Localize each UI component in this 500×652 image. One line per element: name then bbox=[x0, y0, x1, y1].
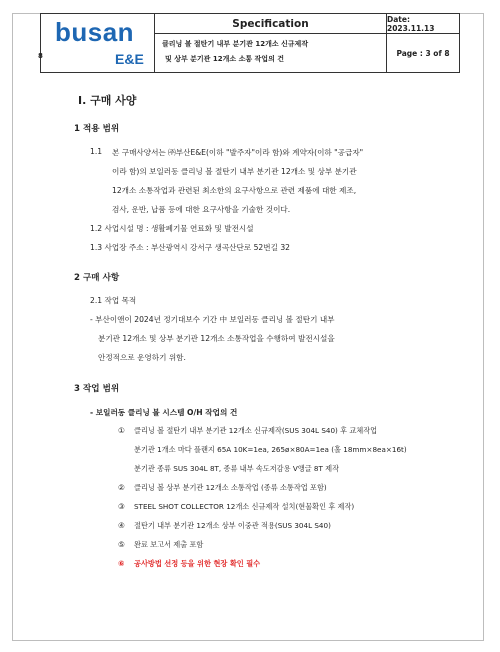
item-mark: ⑤ bbox=[118, 540, 125, 549]
item-mark: ⑥ bbox=[118, 559, 125, 568]
section-2-title: 2 구매 사항 bbox=[74, 273, 120, 283]
purpose-line: 안정적으로 운영하기 위함. bbox=[98, 353, 186, 362]
purpose-line: - 부산이앤이 2024년 정기대보수 기간 中 보일러동 클리닝 볼 절탄기 내부 bbox=[90, 315, 335, 324]
item-text: 분기관 1개소 마다 플랜지 65A 10K=1ea, 265ø×80A=1ea (홀 18mm×8ea×16t) bbox=[134, 445, 407, 454]
company-logo: busan bbox=[55, 17, 135, 47]
item-text: 분기관 종류 SUS 304L 8T, 종류 내부 속도저감용 V앵글 8T 제작 bbox=[134, 464, 340, 473]
item-text-highlight: 공사방법 선정 등을 위한 현장 확인 필수 bbox=[134, 559, 261, 568]
section-1-title: 1 적용 범위 bbox=[74, 124, 120, 134]
item-text: 클리닝 볼 상부 분기관 12개소 소통작업 (종류 소통작업 포함) bbox=[134, 483, 327, 492]
side-number: 8 bbox=[38, 52, 43, 60]
item-text: 절탄기 내부 분기관 12개소 상부 이중관 적용(SUS 304L S40) bbox=[134, 521, 331, 530]
chapter-heading: Ⅰ. 구매 사양 bbox=[78, 94, 137, 107]
doc-title-line: 및 상부 분기관 12개소 소통 작업의 건 bbox=[165, 55, 285, 63]
spec-title: Specification bbox=[154, 13, 387, 34]
doc-date: Date: 2023.11.13 bbox=[386, 13, 460, 34]
logo-cell bbox=[40, 13, 155, 73]
item-text: 클리닝 볼 절탄기 내부 분기관 12개소 신규제작(SUS 304L S40) 후 교체작업 bbox=[134, 426, 378, 435]
scope-subheading: - 보일러동 클리닝 볼 시스템 O/H 작업의 건 bbox=[90, 408, 238, 417]
clause-1-1-line: 12개소 소통작업과 관련된 최소한의 요구사항으로 관련 제품에 대한 제조, bbox=[112, 186, 357, 195]
doc-title-line: 클리닝 볼 절탄기 내부 분기관 12개소 신규제작 bbox=[162, 40, 309, 48]
section-3-title: 3 작업 범위 bbox=[74, 384, 120, 394]
clause-1-1-line: 본 구매사양서는 ㈜부산E&E(이하 "발주자"이라 함)와 계약자(이하 "공급자" bbox=[112, 148, 364, 157]
clause-2-1: 2.1 작업 목적 bbox=[90, 296, 137, 305]
doc-title bbox=[154, 33, 387, 73]
item-mark: ① bbox=[118, 426, 125, 435]
item-mark: ③ bbox=[118, 502, 125, 511]
item-mark: ④ bbox=[118, 521, 125, 530]
clause-1-2: 1.2 사업시설 명 : 생활폐기물 연료화 및 발전시설 bbox=[90, 224, 254, 233]
company-logo-sub: E&E bbox=[115, 51, 144, 67]
page-number: Page : 3 of 8 bbox=[386, 33, 460, 73]
header-table bbox=[40, 13, 460, 73]
purpose-line: 분기관 12개소 및 상부 분기관 12개소 소통작업을 수행하여 발전시설을 bbox=[98, 334, 335, 343]
item-mark: ② bbox=[118, 483, 125, 492]
clause-1-1-line: 검사, 운반, 납품 등에 대한 요구사항을 기술한 것이다. bbox=[112, 205, 291, 214]
clause-1-1-line: 이라 함)의 보일러동 클리닝 볼 절탄기 내부 분기관 12개소 및 상부 분기관 bbox=[112, 167, 357, 176]
item-text: STEEL SHOT COLLECTOR 12개소 신규제작 설치(현물확인 후 제작) bbox=[134, 502, 355, 511]
clause-1-3: 1.3 사업장 주소 : 부산광역시 강서구 생곡산단로 52번길 32 bbox=[90, 243, 290, 252]
item-text: 완료 보고서 제출 포함 bbox=[134, 540, 204, 549]
clause-1-1-number: 1.1 bbox=[90, 147, 103, 156]
